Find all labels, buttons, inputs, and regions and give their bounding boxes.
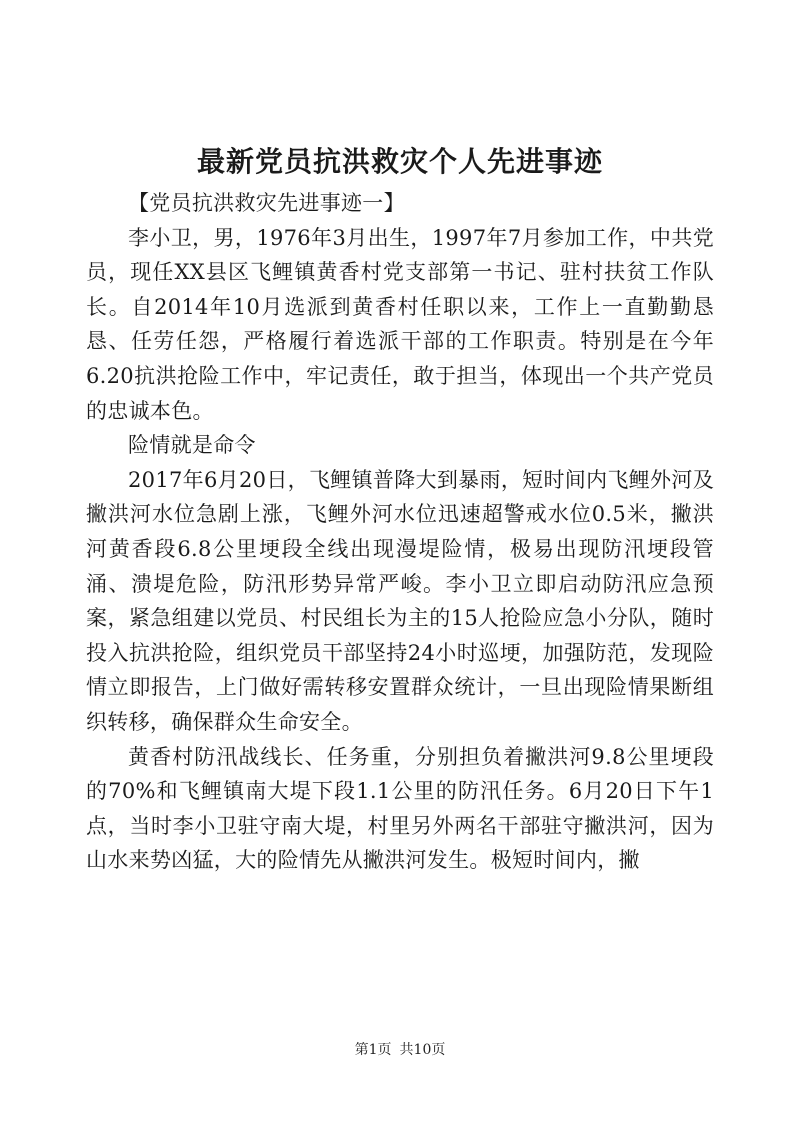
page-number: 第1页 xyxy=(354,1042,392,1058)
page-footer xyxy=(0,1040,800,1060)
paragraph: 李小卫，男，1976年3月出生，1997年7月参加工作，中共党员，现任XX县区飞鲤镇黄香村党支部第一书记、驻村扶贫工作队长。自2014年10月选派到黄香村任职以来，工作上一直勤勤恳恳、任劳任怨，严格履行着选派干部的工作职责。特别是在今年6.20抗洪抢险工作中，牢记责任，敢于担当，体现出一个共产党员的忠诚本色。 xyxy=(86,225,714,423)
document-title: 最新党员抗洪救灾个人先进事迹 xyxy=(196,145,603,178)
section-heading: 【党员抗洪救灾先进事迹一】 xyxy=(128,191,405,215)
subheading: 险情就是命令 xyxy=(128,433,256,458)
page-total: 共10页 xyxy=(399,1042,446,1058)
paragraph: 黄香村防汛战线长、任务重，分别担负着撇洪河9.8公里埂段的70%和飞鲤镇南大堤下段1.1公里的防汛任务。6月20日下午1点，当时李小卫驻守南大堤，村里另外两名干部驻守撇洪河，因为山水来势凶猛，大的险情先从撇洪河发生。极短时间内，撇 xyxy=(86,744,714,873)
document-body xyxy=(86,186,714,878)
paragraph: 2017年6月20日，飞鲤镇普降大到暴雨，短时间内飞鲤外河及撇洪河水位急剧上涨，飞鲤外河水位迅速超警戒水位0.5米，撇洪河黄香段6.8公里埂段全线出现漫堤险情，极易出现防汛埂段管涌、溃堤危险，防汛形势异常严峻。李小卫立即启动防汛应急预案，紧急组建以党员、村民组长为主的15人抢险应急小分队，随时投入抗洪抢险，组织党员干部坚持24小时巡埂，加强防范，发现险情立即报告，上门做好需转移安置群众统计，一旦出现险情果断组织转移，确保群众生命安全。 xyxy=(86,467,714,734)
